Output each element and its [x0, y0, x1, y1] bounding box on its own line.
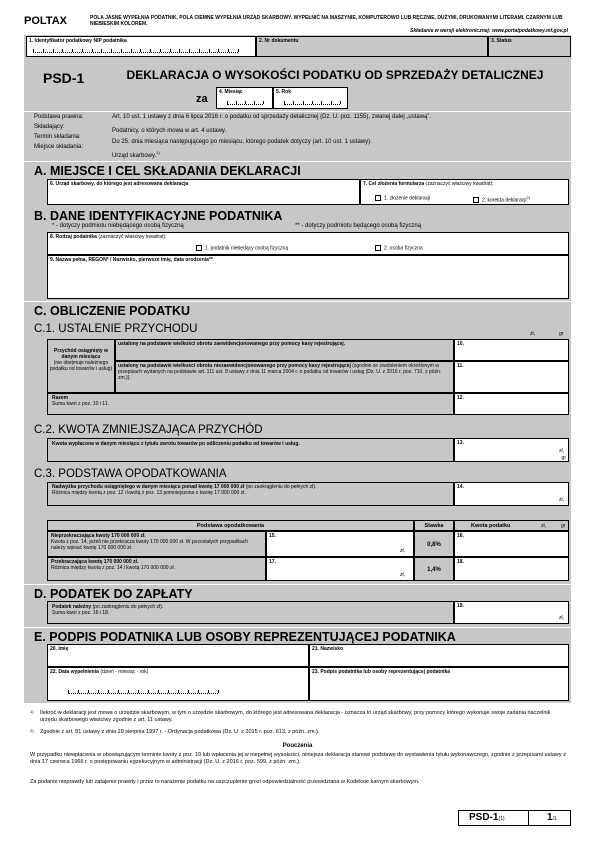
- row-15-label-cell: [47, 531, 266, 557]
- date-field[interactable]: [47, 667, 309, 701]
- tick-mark: [199, 49, 200, 52]
- tick-mark: [78, 690, 79, 693]
- place-label: Miejsce składania:: [34, 144, 84, 150]
- tax-office-field[interactable]: [47, 179, 360, 205]
- signature-field[interactable]: [309, 667, 569, 701]
- footnote-1-text: Ilekroć w deklaracji jest mowa o urzędzie skarbowym, w tym o urzędzie skarbowym, do którego jest adresowana deklaracja - oznacza to urząd skarbowy, przy pomocy którego wykonuje swoje zadania naczelnik urzędu skarbowego właściwy zgodnie z art. 11 ustawy.: [40, 710, 551, 723]
- row-11-label-cell: [115, 361, 454, 393]
- taxpayer-type-option-2-label: 2. osoba fizyczna: [384, 245, 423, 252]
- row-12-sublabel: Suma kwot z poz. 10 i 11.: [52, 401, 109, 407]
- pouczenia-title: Pouczenia: [282, 743, 313, 749]
- field-10-number: 10.: [457, 341, 464, 347]
- status-field: [488, 36, 571, 57]
- row-10-label-cell: [115, 339, 454, 361]
- pouczenia-text-1: W przypadku niewpłacenia w obowiązującym terminie kwoty z poz. 19 lub wpłacenia jej w niepełnej wysokości, niniejsza deklaracja stanowi podstawę do wystawienia tytułu wykonawczego, zgodnie z przepisami ustawy z dnia 17 czerwca 1966 r. o postępowaniu egzekucyjnym w administracji (Dz. U. z 2016 r. poz. 599, z późn. zm.).: [30, 752, 566, 765]
- tick-mark: [263, 101, 264, 104]
- tick-mark: [228, 49, 229, 52]
- tick-mark: [121, 49, 122, 52]
- tick-mark: [178, 690, 179, 693]
- last-name-field[interactable]: [309, 644, 569, 667]
- field-13-gr: gr: [561, 455, 566, 461]
- purpose-option-1-label: 1. złożenie deklaracji: [384, 195, 431, 202]
- tick-mark: [188, 690, 189, 693]
- row-17-sublabel: Różnica między kwotą z poz. 14 i kwotą 170 000 000 zł.: [51, 565, 175, 571]
- month-label: 4. Miesiąc: [219, 89, 243, 95]
- taxpayer-type-hint: (zaznaczyć właściwy kwadrat):: [98, 234, 167, 240]
- date-ticks: [68, 690, 218, 694]
- tick-mark: [101, 49, 102, 52]
- first-name-label: 20. Imię: [50, 646, 69, 652]
- purpose-option-1[interactable]: [375, 195, 430, 201]
- row-14-label-cell: [47, 482, 454, 506]
- tick-mark: [238, 49, 239, 52]
- form-title: DEKLARACJA O WYSOKOŚCI PODATKU OD SPRZEDAŻY DETALICZNEJ: [126, 68, 544, 82]
- tick-mark: [43, 49, 44, 52]
- taxpayer-type-option-1-label: 1. podatnik niebędący osobą fizyczną: [205, 245, 289, 252]
- section-a-title: A. MIEJSCE I CEL SKŁADANIA DEKLARACJI: [34, 164, 301, 178]
- field-13-zl: zł,: [559, 448, 564, 454]
- tick-mark: [293, 101, 294, 104]
- tick-mark: [118, 690, 119, 693]
- purpose-footnote-ref: 2): [526, 195, 531, 200]
- section-b-title: B. DANE IDENTYFIKACYJNE PODATNIKA: [34, 209, 283, 223]
- tick-mark: [68, 690, 69, 693]
- footnote-2: [30, 729, 566, 736]
- legal-basis-label: Podstawa prawna:: [34, 114, 84, 120]
- tick-mark: [218, 49, 219, 52]
- field-10[interactable]: [454, 339, 569, 361]
- footer-code: PSD-1: [469, 812, 499, 823]
- tick-mark: [218, 690, 219, 693]
- footnote-2-text: Zgodnie z art. 81 ustawy z dnia 29 sierpnia 1997 r. - Ordynacja podatkowa (Dz. U. z 2015 r. poz. 613, z późn. zm.).: [40, 729, 320, 735]
- full-name-field[interactable]: [47, 255, 569, 299]
- full-name-label: 9. Nazwa pełna, REGON* / Nazwisko, pierwsze imię, data urodzenia**: [50, 257, 213, 263]
- tick-mark: [158, 690, 159, 693]
- taxpayer-type-label: 8. Rodzaj podatnika: [50, 234, 97, 240]
- tick-mark: [160, 49, 161, 52]
- field-13[interactable]: [454, 438, 569, 462]
- note-non-individual: * - dotyczy podmiotu niebędącego osobą fizyczną: [52, 223, 184, 229]
- checkbox[interactable]: [375, 195, 381, 201]
- field-13-number: 13.: [457, 440, 464, 446]
- checkbox[interactable]: [473, 197, 479, 203]
- tick-mark: [82, 49, 83, 52]
- tick-mark: [236, 101, 237, 104]
- first-name-field[interactable]: [47, 644, 309, 667]
- row-11-sublabel: (zgodnie ze zwolnieniem określonym w przepisach wydanych na podstawie art. 111 ust. 8 ustawy z dnia 11 marca 2004 r. o podatku od towarów i usług (Dz. U. z 2016 r. poz. 710, z późn. zm.)).: [118, 363, 442, 381]
- tick-mark: [321, 101, 322, 104]
- place-footnote-ref: 1): [156, 150, 160, 155]
- row-19-sublabel: Suma kwot z poz. 16 i 18.: [52, 610, 110, 616]
- checkbox[interactable]: [375, 245, 381, 251]
- brand: POLTAX: [24, 15, 67, 27]
- th-tax-amount: [454, 520, 569, 531]
- year-label: 5. Rok: [276, 89, 292, 95]
- nip-field[interactable]: [26, 36, 256, 57]
- section-c3-title: C.3. PODSTAWA OPODATKOWANIA: [34, 468, 227, 480]
- field-16[interactable]: [454, 531, 569, 557]
- section-c1-title: C.1. USTALENIE PRZYCHODU: [34, 323, 198, 335]
- row-14-hint: (po zaokrągleniu do pełnych zł).: [245, 484, 317, 490]
- field-15[interactable]: [266, 531, 414, 557]
- tick-mark: [138, 690, 139, 693]
- section-c2-title: C.2. KWOTA ZMNIEJSZAJĄCA PRZYCHÓD: [34, 424, 263, 436]
- field-17-zl: zł,: [400, 572, 405, 578]
- date-label: 22. Data wypełnienia: [50, 669, 99, 675]
- taxpayer-type-option-1[interactable]: [196, 245, 288, 251]
- tick-mark: [53, 49, 54, 52]
- footnote-1-marker: 1): [30, 709, 34, 714]
- tick-mark: [254, 101, 255, 104]
- footer-code-cell: [459, 811, 529, 825]
- footer-page: 1: [547, 812, 553, 823]
- row-15-sublabel: Kwota z poz. 14, jeżeli nie przekracza kwoty 170 000 000 zł. W pozostałych przypadkach należy wpisać kwotę 170 000 000 zł.: [51, 539, 249, 551]
- tick-mark: [179, 49, 180, 52]
- date-hint: (dzień - miesiąc - rok): [100, 669, 149, 675]
- row-19-label: Podatek należny: [52, 604, 92, 610]
- revenue-sublabel: (nie obejmuje należnego podatku od towarów i usług): [49, 360, 113, 372]
- za-label: za: [196, 93, 208, 105]
- tick-mark: [150, 49, 151, 52]
- th-tax-base: Podstawa opodatkowania: [47, 520, 414, 531]
- rate-15: 0,8%: [414, 531, 454, 557]
- revenue-label-cell: [47, 339, 115, 393]
- tick-mark: [340, 101, 341, 104]
- field-11[interactable]: [454, 361, 569, 393]
- year-field[interactable]: [273, 87, 348, 109]
- place-value: [112, 149, 160, 160]
- footnote-1: [30, 710, 566, 723]
- document-number-field: [256, 36, 488, 57]
- tick-mark: [331, 101, 332, 104]
- month-field[interactable]: [216, 87, 273, 109]
- field-19-zl: zł,: [559, 615, 564, 621]
- footer-page-cell: [547, 812, 557, 823]
- tick-mark: [148, 690, 149, 693]
- field-14[interactable]: [454, 482, 569, 506]
- taxpayer-type-option-2[interactable]: [375, 245, 423, 251]
- c1-zl: zł,: [530, 331, 535, 337]
- tick-mark: [312, 101, 313, 104]
- row-13-label-cell: [47, 438, 454, 462]
- tick-mark: [98, 690, 99, 693]
- revenue-label: Przychód osiągnięty w danym miesiącu: [54, 348, 108, 360]
- tick-mark: [284, 101, 285, 104]
- rate-17: 1,4%: [414, 557, 454, 581]
- tick-mark: [131, 49, 132, 52]
- pouczenia-text-2: Za podanie nieprawdy lub zatajenie prawdy i przez to narażenie podatku na uszczuplenie grozi odpowiedzialność przewidziana w Kodeksie karnym skarbowym.: [30, 779, 420, 785]
- tick-mark: [303, 101, 304, 104]
- purpose-label: 7. Cel złożenia formularza: [363, 181, 425, 187]
- section-e-title: E. PODPIS PODATNIKA LUB OSOBY REPREZENTUJĄCEJ PODATNIKA: [34, 630, 456, 644]
- tick-mark: [62, 49, 63, 52]
- field-19-number: 19.: [457, 603, 464, 609]
- row-12-label-cell: [47, 393, 454, 415]
- field-16-number: 16.: [457, 533, 464, 539]
- document-number-label: 2. Nr dokumentu: [259, 38, 299, 44]
- legal-basis-value: Art. 10 ust. 1 ustawy z dnia 6 lipca 2016 r. o podatku od sprzedaży detalicznej (Dz. U. poz. 1155), zwanej dalej „ustawą”.: [112, 114, 432, 120]
- row-17-label: Przekraczająca kwotę 170 000 000 zł.: [51, 559, 139, 565]
- footnote-2-marker: 2): [30, 728, 34, 733]
- row-10-label: ustalony na podstawie wielkości obrotu zaewidencjonowanego przy pomocy kasy rejestrującej.: [118, 341, 346, 347]
- header-note: POLA JASNE WYPEŁNIA PODATNIK, POLA CIEMNE WYPEŁNIA URZĄD SKARBOWY. WYPEŁNIĆ NA MASZYNIE, KOMPUTEROWO LUB RĘCZNIE, DUŻYMI, DRUKOWANYMI LITERAMI, CZARNYM LUB NIEBIESKIM KOLOREM.: [90, 15, 563, 27]
- tick-mark: [128, 690, 129, 693]
- tax-office-label: 6. Urząd skarbowy, do którego jest adresowana deklaracja: [50, 181, 189, 187]
- th-zl: zł,: [541, 523, 546, 529]
- submitter-label: Składający:: [34, 124, 65, 130]
- tick-mark: [33, 49, 34, 52]
- last-name-label: 21. Nazwisko: [312, 646, 344, 652]
- th-rate: Stawka: [414, 520, 454, 531]
- row-11-label: ustalony na podstawie wielkości obrotu niezaewidencjonowanego przy pomocy kasy rejestrującej: [118, 363, 351, 369]
- row-15-label: Nieprzekraczająca kwoty 170 000 000 zł.: [51, 533, 146, 539]
- purpose-hint: (zaznaczyć właściwy kwadrat):: [425, 181, 494, 187]
- note-individual: ** - dotyczy podmiotu będącego osobą fizyczną: [295, 223, 422, 229]
- th-gr: gr: [561, 523, 566, 529]
- tick-mark: [92, 49, 93, 52]
- footer-pages: /1: [552, 816, 557, 822]
- field-15-number: 15.: [269, 533, 276, 539]
- footer-box: [458, 810, 571, 826]
- footer-version: (1): [498, 816, 505, 822]
- row-19-label-cell: [47, 601, 454, 624]
- tick-mark: [170, 49, 171, 52]
- purpose-field: [360, 179, 569, 205]
- section-d-title: D. PODATEK DO ZAPŁATY: [34, 587, 193, 601]
- taxpayer-type-field: [47, 232, 569, 255]
- field-12-number: 12.: [457, 395, 464, 401]
- deadline-label: Termin składania:: [34, 134, 81, 140]
- purpose-option-2-label: 2. korekta deklaracji: [482, 197, 527, 204]
- deadline-value: Do 25. dnia miesiąca następującego po miesiącu, którego podatek dotyczy (art. 10 ust. 1 ustawy).: [112, 139, 372, 145]
- tick-mark: [189, 49, 190, 52]
- field-15-zl: zł,: [400, 548, 405, 554]
- field-11-number: 11.: [457, 363, 464, 369]
- checkbox[interactable]: [196, 245, 202, 251]
- form-code: PSD-1: [43, 70, 85, 86]
- tick-mark: [168, 690, 169, 693]
- field-17[interactable]: [266, 557, 414, 581]
- c1-gr: gr: [559, 331, 564, 337]
- signature-label: 23. Podpis podatnika lub osoby reprezentującej podatnika: [312, 669, 451, 675]
- row-14-label: Nadwyżka przychodu osiągniętego w danym miesiącu ponad kwotę 17 000 000 zł: [52, 484, 245, 490]
- nip-label: 1. Identyfikator podatkowy NIP podatnika: [29, 38, 127, 44]
- row-19-hint: (po zaokrągleniu do pełnych zł).: [92, 604, 164, 610]
- tick-mark: [140, 49, 141, 52]
- field-19[interactable]: [454, 601, 569, 624]
- tick-mark: [198, 690, 199, 693]
- row-12-label: Razem: [52, 395, 69, 401]
- tick-mark: [88, 690, 89, 693]
- row-17-label-cell: [47, 557, 266, 581]
- field-18-number: 18.: [457, 559, 464, 565]
- th-tax-amount-label: Kwota podatku: [471, 523, 511, 529]
- place-value-text: Urząd skarbowy.: [112, 153, 157, 159]
- tick-mark: [245, 101, 246, 104]
- field-17-number: 17.: [269, 559, 276, 565]
- tick-mark: [209, 49, 210, 52]
- field-14-number: 14.: [457, 484, 464, 490]
- month-ticks: [227, 101, 263, 105]
- tick-mark: [227, 101, 228, 104]
- nip-ticks: [33, 49, 238, 53]
- field-14-zl: zł,: [559, 497, 564, 503]
- field-18[interactable]: [454, 557, 569, 581]
- submitter-value: Podatnicy, o których mowa w art. 4 ustawy.: [112, 128, 227, 134]
- row-14-sublabel: Różnica między kwotą z poz. 12 i kwotą z poz. 13 pomniejszona o kwotę 17 000 000 zł.: [52, 490, 246, 496]
- status-label: 3. Status: [491, 38, 512, 44]
- tick-mark: [111, 49, 112, 52]
- header-note-electronic: Składanie w wersji elektronicznej: www.portalpodatkowy.mf.gov.pl: [410, 28, 568, 34]
- year-ticks: [284, 101, 340, 105]
- tick-mark: [208, 690, 209, 693]
- row-13-label: Kwota wypłacona w danym miesiącu z tytułu zwrotu towarów po odliczeniu podatku od towarów i usług.: [52, 441, 300, 447]
- purpose-option-2[interactable]: [473, 195, 530, 204]
- tick-mark: [72, 49, 73, 52]
- section-c-title: C. OBLICZENIE PODATKU: [34, 304, 191, 318]
- tick-mark: [108, 690, 109, 693]
- field-12[interactable]: [454, 393, 569, 415]
